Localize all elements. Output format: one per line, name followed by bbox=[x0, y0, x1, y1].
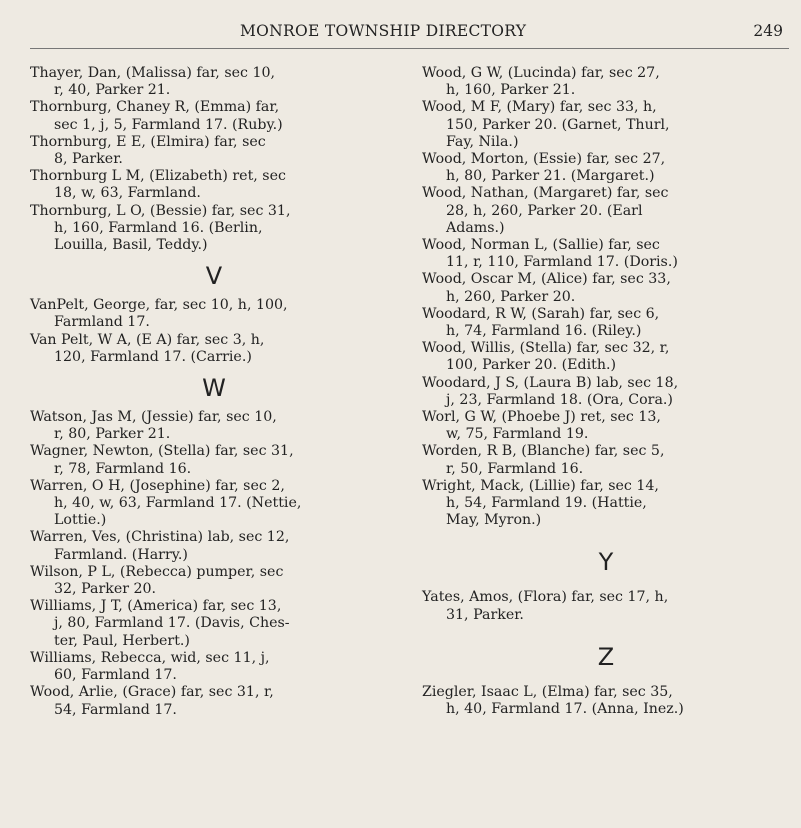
entry-line: Wood, M F, (Mary) far, sec 33, h, bbox=[422, 99, 657, 116]
entry-line: Wright, Mack, (Lillie) far, sec 14, bbox=[422, 477, 659, 494]
entry-line: h, 160, Farmland 16. (Berlin, bbox=[54, 219, 263, 236]
entry-line: VanPelt, George, far, sec 10, h, 100, bbox=[30, 297, 288, 314]
entry-line: 60, Farmland 17. bbox=[54, 667, 177, 684]
entry-line: r, 80, Parker 21. bbox=[54, 426, 171, 443]
entry-line: Woodard, R W, (Sarah) far, sec 6, bbox=[422, 305, 660, 322]
entry-line: h, 260, Parker 20. bbox=[446, 288, 576, 305]
left-column bbox=[30, 65, 398, 719]
entry-line: 32, Parker 20. bbox=[54, 581, 157, 598]
entry-line: Williams, Rebecca, wid, sec 11, j, bbox=[30, 649, 270, 666]
entry-line: sec 1, j, 5, Farmland 17. (Ruby.) bbox=[54, 116, 283, 133]
directory-entry bbox=[422, 443, 790, 477]
entry-line: Thayer, Dan, (Malissa) far, sec 10, bbox=[30, 65, 276, 81]
entry-line: Thornburg, Chaney R, (Emma) far, bbox=[30, 99, 280, 116]
directory-entry bbox=[30, 297, 398, 331]
entry-line: h, 160, Parker 21. bbox=[446, 82, 576, 99]
directory-entry bbox=[422, 409, 790, 443]
entry-line: Lottie.) bbox=[54, 512, 107, 529]
directory-entry bbox=[30, 409, 398, 443]
entry-line: Wood, Morton, (Essie) far, sec 27, bbox=[422, 151, 666, 168]
directory-entry bbox=[422, 271, 790, 305]
entry-line: Watson, Jas M, (Jessie) far, sec 10, bbox=[30, 409, 277, 426]
header-rule bbox=[30, 48, 789, 49]
entry-line: Wagner, Newton, (Stella) far, sec 31, bbox=[30, 443, 294, 460]
entry-line: Thornburg, E E, (Elmira) far, sec bbox=[30, 133, 266, 150]
entry-line: 100, Parker 20. (Edith.) bbox=[446, 357, 617, 374]
entry-line: Fay, Nila.) bbox=[446, 133, 519, 150]
directory-entry bbox=[422, 375, 790, 409]
entry-line: Adams.) bbox=[446, 219, 505, 236]
section-letter: Z bbox=[597, 642, 615, 671]
entry-line: Ziegler, Isaac L, (Elma) far, sec 35, bbox=[422, 683, 673, 700]
entry-line: Woodard, J S, (Laura B) lab, sec 18, bbox=[422, 374, 679, 391]
entry-line: h, 54, Farmland 19. (Hattie, bbox=[446, 495, 647, 512]
entry-line: Worden, R B, (Blanche) far, sec 5, bbox=[422, 443, 665, 460]
entry-line: Warren, Ves, (Christina) lab, sec 12, bbox=[30, 529, 290, 546]
directory-entry bbox=[422, 185, 790, 237]
entry-line: 18, w, 63, Farmland. bbox=[54, 185, 201, 202]
entry-line: 54, Farmland 17. bbox=[54, 701, 177, 718]
directory-entry bbox=[30, 99, 398, 133]
directory-entry bbox=[422, 684, 790, 718]
entry-line: h, 40, w, 63, Farmland 17. (Nettie, bbox=[54, 495, 302, 512]
entry-line: May, Myron.) bbox=[446, 512, 542, 529]
directory-entry bbox=[422, 306, 790, 340]
entry-line: Louilla, Basil, Teddy.) bbox=[54, 237, 208, 254]
directory-entry bbox=[422, 237, 790, 271]
entry-line: 11, r, 110, Farmland 17. (Doris.) bbox=[446, 254, 678, 271]
entry-line: Wood, G W, (Lucinda) far, sec 27, bbox=[422, 65, 660, 81]
directory-entry bbox=[30, 684, 398, 718]
directory-entry bbox=[422, 99, 790, 151]
section-letter: Y bbox=[598, 548, 614, 577]
right-column bbox=[422, 65, 790, 718]
section-letter: V bbox=[205, 262, 223, 291]
entry-line: Thornburg L M, (Elizabeth) ret, sec bbox=[30, 168, 286, 185]
entry-line: Yates, Amos, (Flora) far, sec 17, h, bbox=[422, 589, 669, 606]
page-number: 249 bbox=[753, 22, 783, 40]
entry-line: Wood, Nathan, (Margaret) far, sec bbox=[422, 185, 669, 202]
directory-entry bbox=[30, 203, 398, 255]
directory-entry bbox=[422, 478, 790, 530]
entry-line: 8, Parker. bbox=[54, 151, 123, 168]
page-header bbox=[0, 0, 801, 52]
entry-line: Worl, G W, (Phoebe J) ret, sec 13, bbox=[422, 409, 661, 426]
directory-entry bbox=[30, 443, 398, 477]
directory-entry bbox=[30, 650, 398, 684]
section-letter: W bbox=[202, 374, 226, 403]
entry-line: Wilson, P L, (Rebecca) pumper, sec bbox=[30, 563, 284, 580]
directory-entry bbox=[30, 134, 398, 168]
directory-entry bbox=[422, 65, 790, 99]
entry-line: 28, h, 260, Parker 20. (Earl bbox=[446, 202, 643, 219]
entry-line: r, 78, Farmland 16. bbox=[54, 460, 192, 477]
directory-entry bbox=[422, 340, 790, 374]
entry-line: h, 80, Parker 21. (Margaret.) bbox=[446, 168, 655, 185]
entry-line: r, 40, Parker 21. bbox=[54, 82, 171, 99]
entry-line: w, 75, Farmland 19. bbox=[446, 426, 589, 443]
entry-line: h, 74, Farmland 16. (Riley.) bbox=[446, 323, 642, 340]
entry-line: Van Pelt, W A, (E A) far, sec 3, h, bbox=[30, 331, 265, 348]
entry-line: h, 40, Farmland 17. (Anna, Inez.) bbox=[446, 701, 684, 718]
entry-line: Williams, J T, (America) far, sec 13, bbox=[30, 598, 282, 615]
entry-line: j, 23, Farmland 18. (Ora, Cora.) bbox=[446, 391, 673, 408]
directory-entry bbox=[30, 529, 398, 563]
entry-line: j, 80, Farmland 17. (Davis, Ches- bbox=[54, 615, 290, 632]
entry-line: Warren, O H, (Josephine) far, sec 2, bbox=[30, 477, 285, 494]
entry-line: Wood, Willis, (Stella) far, sec 32, r, bbox=[422, 340, 670, 357]
entry-line: Wood, Arlie, (Grace) far, sec 31, r, bbox=[30, 684, 274, 701]
entry-line: ter, Paul, Herbert.) bbox=[54, 632, 190, 649]
directory-entry bbox=[30, 478, 398, 530]
directory-entry bbox=[30, 564, 398, 598]
entry-line: Farmland 17. bbox=[54, 314, 150, 331]
entry-line: 120, Farmland 17. (Carrie.) bbox=[54, 348, 252, 365]
entry-line: 31, Parker. bbox=[446, 606, 524, 623]
entry-line: Thornburg, L O, (Bessie) far, sec 31, bbox=[30, 202, 291, 219]
entry-line: r, 50, Farmland 16. bbox=[446, 460, 584, 477]
directory-entry bbox=[30, 332, 398, 366]
directory-entry bbox=[30, 168, 398, 202]
entry-line: Farmland. (Harry.) bbox=[54, 546, 188, 563]
directory-entry bbox=[422, 151, 790, 185]
directory-entry bbox=[422, 589, 790, 623]
entry-line: Wood, Norman L, (Sallie) far, sec bbox=[422, 237, 660, 254]
directory-entry bbox=[30, 65, 398, 99]
entry-line: 150, Parker 20. (Garnet, Thurl, bbox=[446, 116, 670, 133]
directory-entry bbox=[30, 598, 398, 650]
page-title: MONROE TOWNSHIP DIRECTORY bbox=[240, 22, 527, 40]
entry-line: Wood, Oscar M, (Alice) far, sec 33, bbox=[422, 271, 671, 288]
